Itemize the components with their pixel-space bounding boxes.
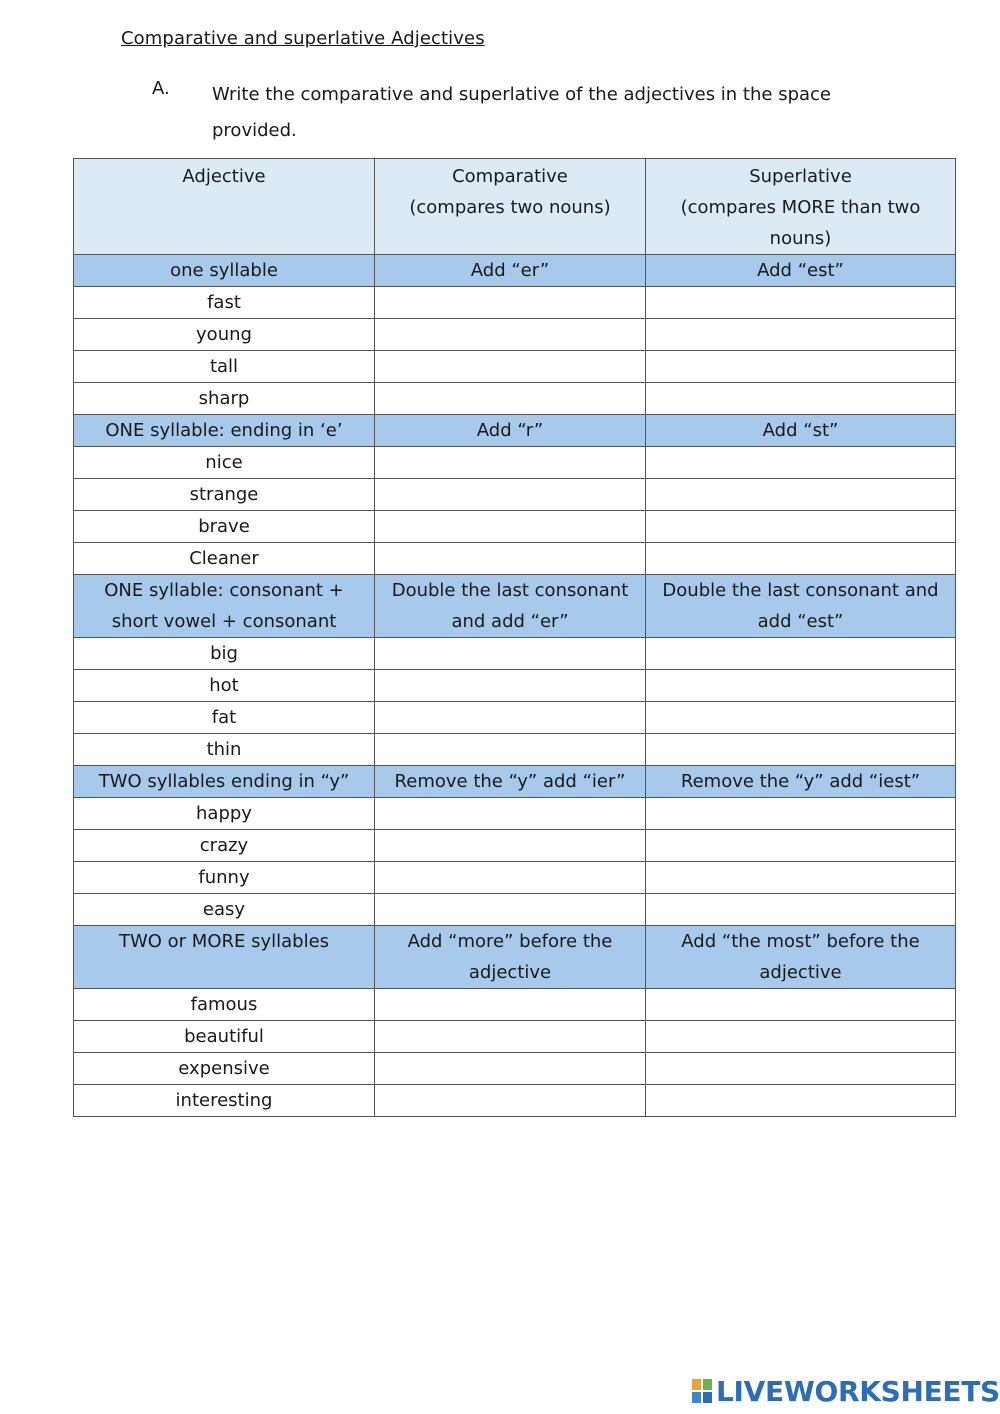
rule-row: [74, 255, 956, 287]
table-row: [74, 447, 956, 479]
table-row: [74, 383, 956, 415]
header-adjective: Adjective: [74, 159, 375, 255]
comparative-answer-cell[interactable]: [375, 447, 646, 479]
instruction-text: Write the comparative and superlative of the adjectives in the space provided.: [212, 84, 831, 141]
rule-comparative: Add “more” before the adjective: [375, 926, 646, 989]
logo-square-3: [692, 1392, 701, 1403]
comparative-answer-cell[interactable]: [375, 734, 646, 766]
table-row: [74, 287, 956, 319]
comparative-answer-cell[interactable]: [375, 670, 646, 702]
superlative-answer-cell[interactable]: [646, 862, 956, 894]
table-row: [74, 1085, 956, 1117]
comparative-answer-cell[interactable]: [375, 1021, 646, 1053]
comparative-answer-cell[interactable]: [375, 862, 646, 894]
rule-row: [74, 926, 956, 989]
adjective-cell: expensive: [74, 1053, 375, 1085]
adjective-cell: fat: [74, 702, 375, 734]
superlative-answer-cell[interactable]: [646, 447, 956, 479]
table-row: [74, 862, 956, 894]
rule-adjective-type: TWO or MORE syllables: [74, 926, 375, 989]
adjectives-table: [73, 158, 956, 1117]
liveworksheets-logo: [692, 1373, 1000, 1409]
adjective-cell: fast: [74, 287, 375, 319]
rule-superlative: Add “st”: [646, 415, 956, 447]
adjective-cell: funny: [74, 862, 375, 894]
rule-row: [74, 575, 956, 638]
comparative-answer-cell[interactable]: [375, 1085, 646, 1117]
instruction-letter: A.: [152, 78, 170, 99]
adjective-cell: thin: [74, 734, 375, 766]
superlative-answer-cell[interactable]: [646, 894, 956, 926]
comparative-answer-cell[interactable]: [375, 511, 646, 543]
superlative-answer-cell[interactable]: [646, 1021, 956, 1053]
comparative-answer-cell[interactable]: [375, 798, 646, 830]
comparative-answer-cell[interactable]: [375, 989, 646, 1021]
rule-superlative: Add “the most” before the adjective: [646, 926, 956, 989]
adjective-cell: tall: [74, 351, 375, 383]
worksheet-title: Comparative and superlative Adjectives: [121, 28, 485, 49]
rule-adjective-type: ONE syllable: consonant + short vowel + consonant: [74, 575, 375, 638]
adjective-cell: happy: [74, 798, 375, 830]
table-row: [74, 319, 956, 351]
logo-text: LIVEWORKSHEETS: [716, 1374, 1000, 1408]
adjective-cell: strange: [74, 479, 375, 511]
rule-adjective-type: TWO syllables ending in “y”: [74, 766, 375, 798]
adjective-cell: sharp: [74, 383, 375, 415]
comparative-answer-cell[interactable]: [375, 543, 646, 575]
comparative-answer-cell[interactable]: [375, 383, 646, 415]
rule-adjective-type: one syllable: [74, 255, 375, 287]
table-row: [74, 479, 956, 511]
adjective-cell: beautiful: [74, 1021, 375, 1053]
liveworksheets-logo-icon: [692, 1379, 712, 1403]
table-row: [74, 734, 956, 766]
adjective-cell: hot: [74, 670, 375, 702]
table-header-row: [74, 159, 956, 255]
comparative-answer-cell[interactable]: [375, 894, 646, 926]
rule-row: [74, 415, 956, 447]
rule-row: [74, 766, 956, 798]
adjective-cell: big: [74, 638, 375, 670]
superlative-answer-cell[interactable]: [646, 479, 956, 511]
table-row: [74, 1053, 956, 1085]
table-row: [74, 543, 956, 575]
comparative-answer-cell[interactable]: [375, 702, 646, 734]
rule-superlative: Remove the “y” add “iest”: [646, 766, 956, 798]
header-superlative: Superlative (compares MORE than two nouns): [646, 159, 956, 255]
superlative-answer-cell[interactable]: [646, 511, 956, 543]
comparative-answer-cell[interactable]: [375, 479, 646, 511]
rule-comparative: Add “r”: [375, 415, 646, 447]
superlative-answer-cell[interactable]: [646, 670, 956, 702]
superlative-answer-cell[interactable]: [646, 1085, 956, 1117]
comparative-answer-cell[interactable]: [375, 319, 646, 351]
logo-square-4: [703, 1392, 712, 1403]
superlative-answer-cell[interactable]: [646, 989, 956, 1021]
rule-comparative: Add “er”: [375, 255, 646, 287]
adjective-cell: nice: [74, 447, 375, 479]
logo-square-2: [703, 1379, 712, 1390]
adjective-cell: young: [74, 319, 375, 351]
adjective-cell: famous: [74, 989, 375, 1021]
rule-adjective-type: ONE syllable: ending in ‘e’: [74, 415, 375, 447]
header-comparative: Comparative (compares two nouns): [375, 159, 646, 255]
superlative-answer-cell[interactable]: [646, 543, 956, 575]
rule-superlative: Double the last consonant and add “est”: [646, 575, 956, 638]
comparative-answer-cell[interactable]: [375, 1053, 646, 1085]
rule-comparative: Remove the “y” add “ier”: [375, 766, 646, 798]
superlative-answer-cell[interactable]: [646, 798, 956, 830]
superlative-answer-cell[interactable]: [646, 734, 956, 766]
comparative-answer-cell[interactable]: [375, 638, 646, 670]
superlative-answer-cell[interactable]: [646, 1053, 956, 1085]
adjective-cell: interesting: [74, 1085, 375, 1117]
superlative-answer-cell[interactable]: [646, 383, 956, 415]
comparative-answer-cell[interactable]: [375, 351, 646, 383]
adjective-cell: brave: [74, 511, 375, 543]
superlative-answer-cell[interactable]: [646, 638, 956, 670]
table-row: [74, 351, 956, 383]
superlative-answer-cell[interactable]: [646, 830, 956, 862]
superlative-answer-cell[interactable]: [646, 287, 956, 319]
superlative-answer-cell[interactable]: [646, 351, 956, 383]
logo-square-1: [692, 1379, 701, 1390]
table-row: [74, 638, 956, 670]
rule-comparative: Double the last consonant and add “er”: [375, 575, 646, 638]
adjective-cell: easy: [74, 894, 375, 926]
rule-superlative: Add “est”: [646, 255, 956, 287]
table-row: [74, 702, 956, 734]
adjective-cell: crazy: [74, 830, 375, 862]
comparative-answer-cell[interactable]: [375, 830, 646, 862]
superlative-answer-cell[interactable]: [646, 702, 956, 734]
table-row: [74, 989, 956, 1021]
table-row: [74, 798, 956, 830]
table-row: [74, 511, 956, 543]
comparative-answer-cell[interactable]: [375, 287, 646, 319]
table-row: [74, 670, 956, 702]
table-row: [74, 1021, 956, 1053]
adjective-cell: Cleaner: [74, 543, 375, 575]
superlative-answer-cell[interactable]: [646, 319, 956, 351]
table-row: [74, 830, 956, 862]
table-row: [74, 894, 956, 926]
